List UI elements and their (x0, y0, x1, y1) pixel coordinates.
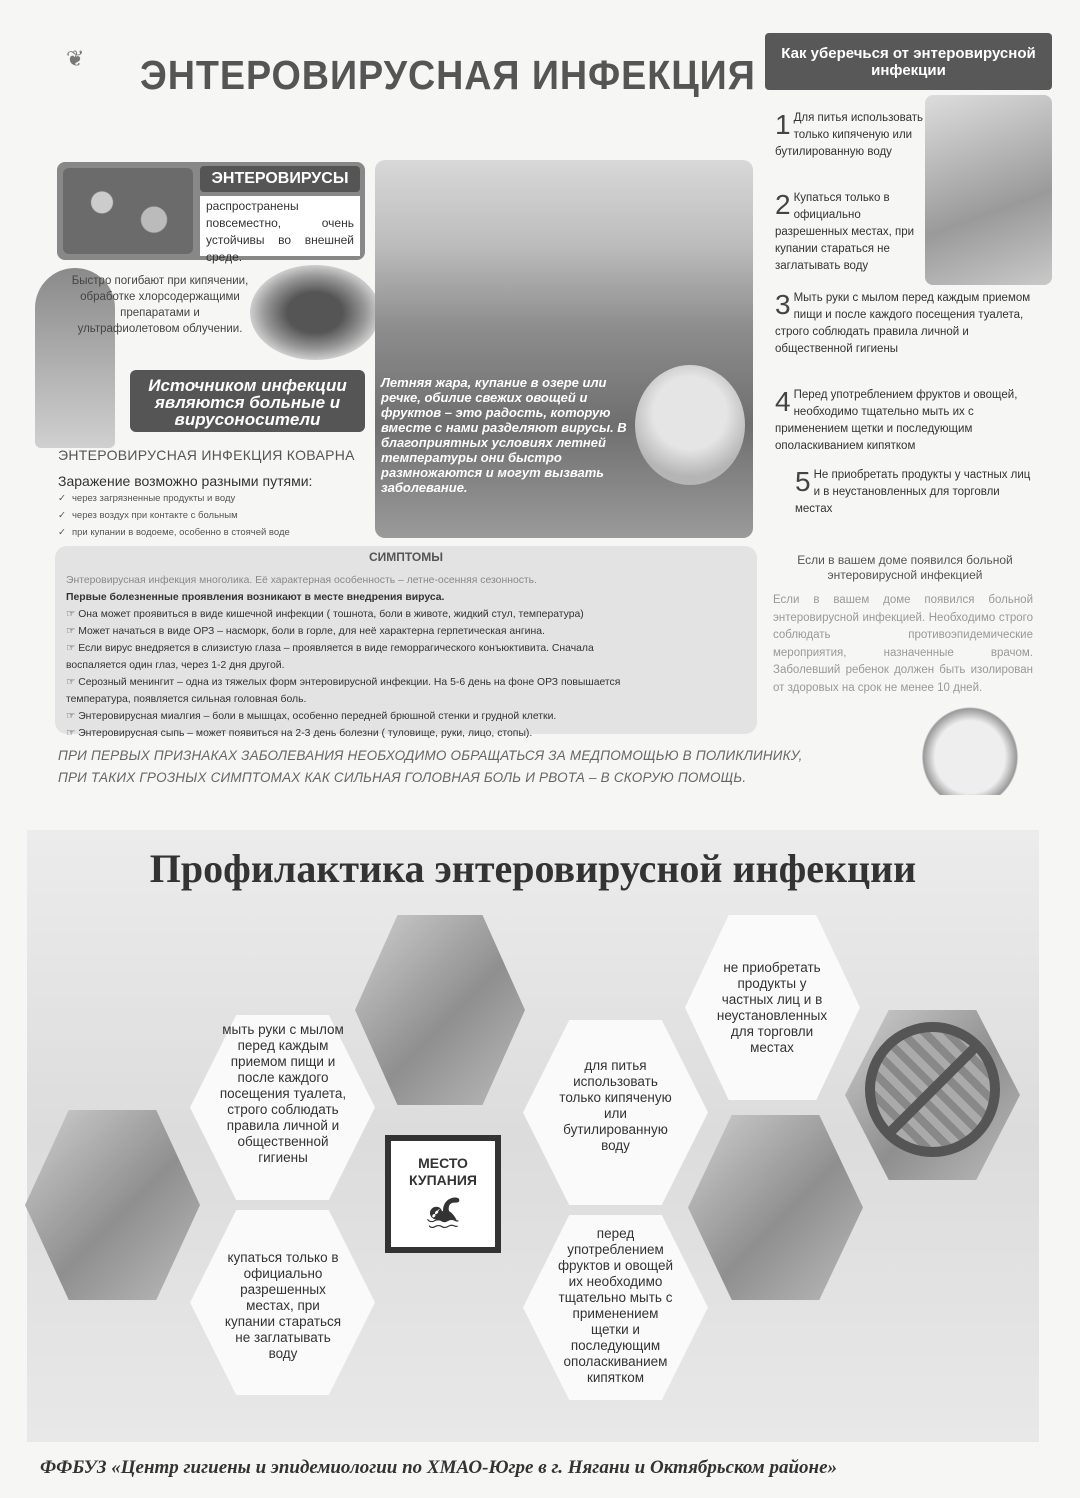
home-patient-text: Если в вашем доме появился больной энтеровирусной инфекцией. Необходимо строго соблюдать противоэпидемические мероприятия, назначенные врачом. Заболевший ребенок должен быть изолирован от здоровых на срок не менее 10 дней. (773, 594, 1033, 694)
bathing-place-sign (385, 1135, 501, 1253)
berries-washing-photo (250, 265, 380, 360)
baby-with-fruit-photo (635, 365, 745, 485)
tip-2 (775, 190, 925, 275)
summer-warning-text: Летняя жара, купание в озере или речке, обилие свежих овощей и фруктов – это радость, которую вместе с нами разделяют вирусы. В благоприятных условиях летней температуры они быстро размножаются и могут вызвать заболевание. (381, 375, 627, 495)
symptom-item: ☞ Энтеровирусная сыпь – может появиться на 2-3 день болезни ( туловище, руки, лицо, стопы). (66, 728, 533, 739)
home-patient-title: Если в вашем доме появился больной энтеровирусной инфекцией (797, 553, 1013, 582)
hand-pointer-icon: ☞ (66, 711, 79, 722)
infection-source-box: Источником инфекции являются больные и вирусоносители (130, 370, 365, 432)
tip-number: 3 (775, 289, 791, 320)
warning-line: ПРИ ПЕРВЫХ ПРИЗНАКАХ ЗАБОЛЕВАНИЯ НЕОБХОДИМО ОБРАЩАТЬСЯ ЗА МЕДПОМОЩЬЮ В ПОЛИКЛИНИКУ, (58, 748, 803, 763)
medical-warning (58, 745, 898, 789)
footer-organization: ФФБУЗ «Центр гигиены и эпидемиологии по ХМАО-Югре в г. Нягани и Октябрьском районе» (40, 1457, 837, 1478)
organization-logo-icon: ❦ (66, 46, 85, 71)
tip-5 (795, 467, 1035, 518)
hand-pointer-icon: ☞ (66, 728, 79, 739)
hand-pointer-icon: ☞ (66, 609, 79, 620)
hand-pointer-icon: ☞ (66, 626, 79, 637)
buy-products-text: не приобретать продукты у частных лиц и в неустановленных для торговли местах (716, 960, 828, 1055)
viruses-title: ЭНТЕРОВИРУСЫ (200, 166, 360, 192)
symptoms-first: Первые болезненные проявления возникают в месте внедрения вируса. (66, 592, 445, 603)
tip-text: Мыть руки с мылом перед каждым приемом пищи и после каждого посещения туалета, строго соблюдать правила личной и общественной гигиены (775, 292, 1031, 355)
prevention-title: Профилактика энтеровирусной инфекции (149, 846, 917, 891)
symptom-item: ☞ Может начаться в виде ОРЗ – насморк, боли в горле, для неё характерна герпетическая ангина. (66, 626, 545, 637)
tip-text: Для питья использовать только кипяченую или бутилированную воду (775, 112, 923, 158)
ambulance-cartoon-icon (915, 700, 1025, 795)
insidious-heading: ЭНТЕРОВИРУСНАЯ ИНФЕКЦИЯ КОВАРНА (58, 447, 355, 463)
tip-text: Купаться только в официально разрешенных местах, при купании стараться не заглатывать воду (775, 192, 915, 272)
hand-pointer-icon: ☞ (66, 643, 79, 654)
tip-1 (775, 110, 925, 161)
tip-number: 2 (775, 189, 791, 220)
tip-number: 4 (775, 386, 791, 417)
list-item: ✓ через воздух при контакте с больным (58, 507, 290, 524)
sign-text: МЕСТО КУПАНИЯ (408, 1155, 477, 1188)
warning-line: ПРИ ТАКИХ ГРОЗНЫХ СИМПТОМАХ КАК СИЛЬНАЯ ГОЛОВНАЯ БОЛЬ И РВОТА – В СКОРУЮ ПОМОЩЬ. (58, 770, 747, 785)
wash-hands-text: мыть руки с мылом перед каждым приемом пищи и после каждого посещения туалета, строго соблюдать правила личной и общественной гигиены (219, 1022, 347, 1165)
symptom-item: ☞ Энтеровирусная миалгия – боли в мышцах, особенно передней брюшной стенки и грудной клетки. (66, 711, 557, 722)
virus-killing-text: Быстро погибают при кипячении, обработке хлорсодержащими препаратами и ультрафиолетовом облучении. (71, 275, 249, 335)
symptom-item: ☞ Серозный менингит – одна из тяжелых форм энтеровирусной инфекции. На 5-6 день на фоне ОРЗ повышается (66, 677, 621, 688)
symptom-item-cont: температура, появляется сильная головная боль. (66, 694, 307, 705)
tip-text: Не приобретать продукты у частных лиц и в неустановленных для торговли местах (795, 469, 1031, 515)
symptom-item: ☞ Если вирус внедряется в слизистую глаза – проявляется в виде геморрагического конъюктивита. Сначала (66, 643, 594, 654)
fruit-text: перед употреблением фруктов и овощей их необходимо тщательно мыть с применением щетки и последующим ополаскиванием кипятком (557, 1226, 674, 1385)
virus-illustration (63, 168, 193, 254)
swim-text: купаться только в официально разрешенных местах, при купании стараться не заглатывать воду (224, 1250, 342, 1361)
tip-number: 5 (795, 466, 811, 497)
symptom-item: ☞ Она может проявиться в виде кишечной инфекции ( тошнота, боли в животе, жидкий стул, температура) (66, 609, 584, 620)
viruses-description: распространены повсеместно, очень устойчивы во внешней среде. (200, 196, 360, 256)
prevention-header: Как уберечься от энтеровирусной инфекции (765, 33, 1052, 90)
prohibition-sign-icon (865, 1022, 1000, 1157)
symptom-item-cont: воспаляется один глаз, через 1-2 дня другой. (66, 660, 285, 671)
child-drinking-photo (925, 95, 1052, 285)
tip-number: 1 (775, 109, 791, 140)
drink-water-text: для питья использовать только кипяченую или бутилированную воду (559, 1058, 672, 1153)
swimmer-icon: 🏊︎ (423, 1197, 463, 1230)
transmission-title: Заражение возможно разными путями: (58, 473, 313, 489)
page-title: ЭНТЕРОВИРУСНАЯ ИНФЕКЦИЯ (140, 52, 756, 98)
tip-3 (775, 290, 1035, 358)
symptoms-intro: Энтеровирусная инфекция многолика. Её характерная особенность – летне-осенняя сезонность. (66, 575, 537, 586)
symptoms-text (66, 572, 756, 742)
list-item: ✓ через загрязненные продукты и воду (58, 490, 290, 507)
symptoms-title: СИМПТОМЫ (368, 550, 444, 564)
tip-4 (775, 387, 1040, 455)
transmission-list (58, 490, 290, 541)
tip-text: Перед употреблением фруктов и овощей, необходимо тщательно мыть их с применением щетки и последующим ополаскиванием кипятком (775, 389, 1018, 452)
list-item: ✓ при купании в водоеме, особенно в стоячей воде (58, 524, 290, 541)
hand-pointer-icon: ☞ (66, 677, 79, 688)
